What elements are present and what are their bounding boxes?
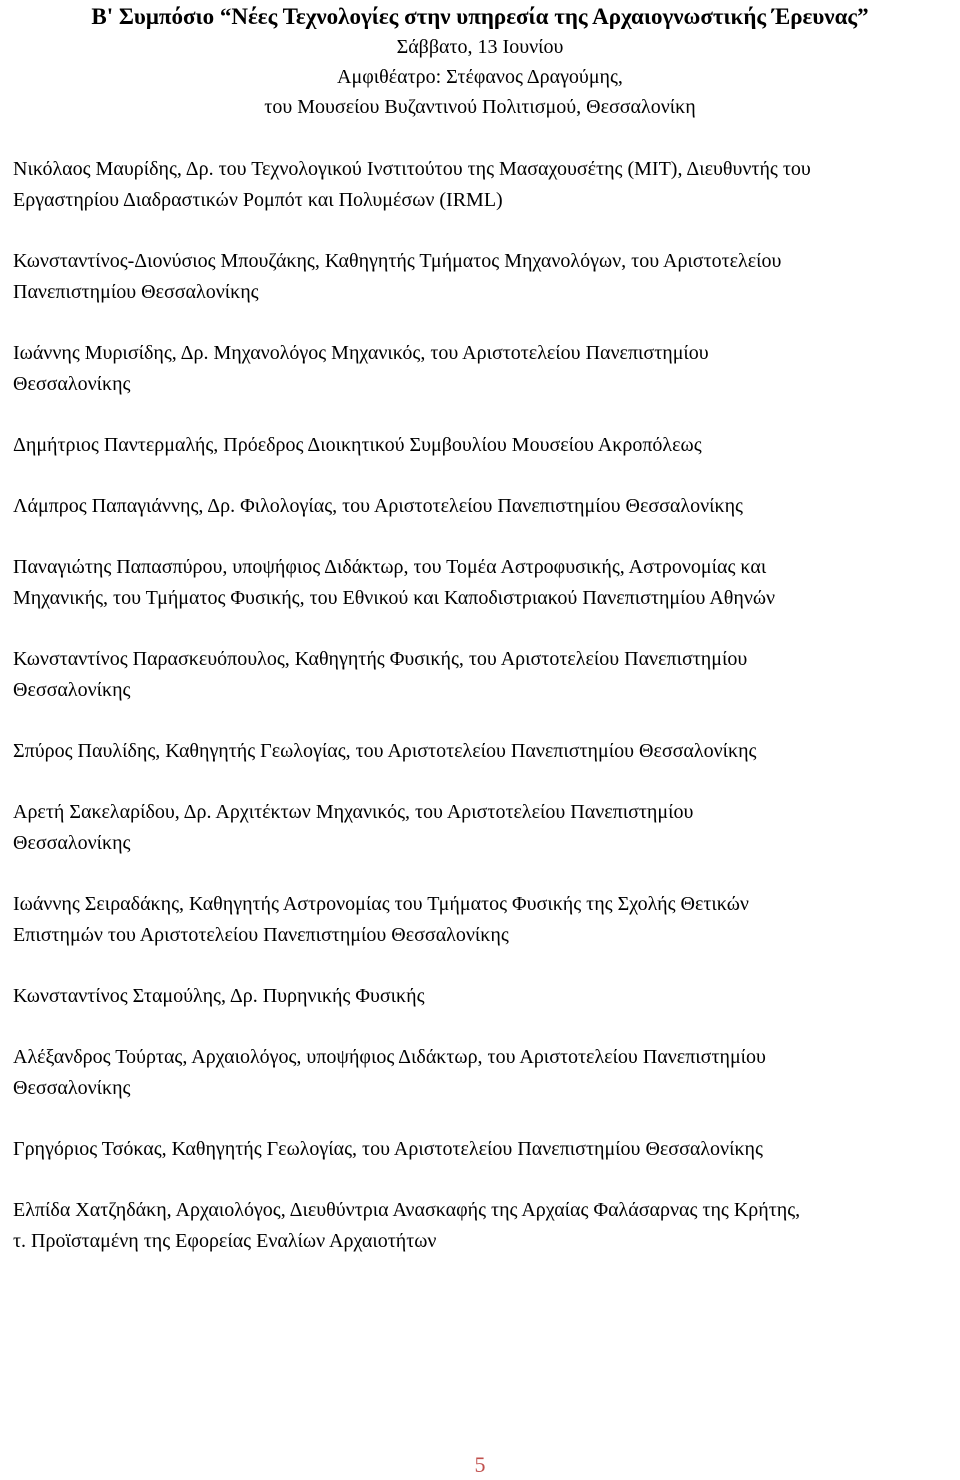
event-venue: Αμφιθέατρο: Στέφανος Δραγούμης,	[337, 66, 623, 88]
speaker-entry	[13, 1042, 953, 1104]
speaker-entry-line: Θεσσαλονίκης	[13, 373, 131, 395]
event-date: Σάββατο, 13 Ιουνίου	[396, 36, 564, 58]
speaker-entry	[13, 797, 953, 859]
speaker-entry-line: Αλέξανδρος Τούρτας, Αρχαιολόγος, υποψήφιος Διδάκτωρ, του Αριστοτελείου Πανεπιστημίου	[13, 1046, 766, 1068]
speaker-entry-line: Ιωάννης Μυρισίδης, Δρ. Μηχανολόγος Μηχανικός, του Αριστοτελείου Πανεπιστημίου	[13, 342, 709, 364]
speaker-entry-line: Γρηγόριος Τσόκας, Καθηγητής Γεωλογίας, του Αριστοτελείου Πανεπιστημίου Θεσσαλονίκης	[13, 1138, 763, 1160]
speaker-entry-line: Δημήτριος Παντερμαλής, Πρόεδρος Διοικητικού Συμβουλίου Μουσείου Ακροπόλεως	[13, 434, 702, 456]
speaker-entry-line: Εργαστηρίου Διαδραστικών Ρομπότ και Πολυμέσων (IRML)	[13, 189, 503, 211]
speaker-entry-line: Επιστημών του Αριστοτελείου Πανεπιστημίου Θεσσαλονίκης	[13, 924, 509, 946]
speaker-entry	[13, 1134, 953, 1165]
speaker-entry-line: Παναγιώτης Παπασπύρου, υποψήφιος Διδάκτωρ, του Τομέα Αστροφυσικής, Αστρονομίας και	[13, 556, 767, 578]
speaker-entry	[13, 491, 953, 522]
speaker-entry-line: Ελπίδα Χατζηδάκη, Αρχαιολόγος, Διευθύντρια Ανασκαφής της Αρχαίας Φαλάσαρνας της Κρήτης,	[13, 1199, 801, 1221]
speaker-entry-line: Θεσσαλονίκης	[13, 832, 131, 854]
speaker-entry-line: Μηχανικής, του Τμήματος Φυσικής, του Εθνικού και Καποδιστριακού Πανεπιστημίου Αθηνών	[13, 587, 776, 609]
speaker-entry-line: Αρετή Σακελαρίδου, Δρ. Αρχιτέκτων Μηχανικός, του Αριστοτελείου Πανεπιστημίου	[13, 801, 694, 823]
speaker-entry-line: Θεσσαλονίκης	[13, 1077, 131, 1099]
page-number: 5	[474, 1452, 486, 1477]
speaker-entry	[13, 736, 953, 767]
speaker-entry-line: Λάμπρος Παπαγιάννης, Δρ. Φιλολογίας, του Αριστοτελείου Πανεπιστημίου Θεσσαλονίκης	[13, 495, 743, 517]
event-location: του Μουσείου Βυζαντινού Πολιτισμού, Θεσσαλονίκη	[264, 96, 696, 118]
speaker-entry	[13, 430, 953, 461]
speaker-entry-line: τ. Προϊσταμένη της Εφορείας Εναλίων Αρχαιοτήτων	[13, 1230, 437, 1252]
speaker-entry-line: Θεσσαλονίκης	[13, 679, 131, 701]
speaker-entry	[13, 338, 953, 400]
speaker-entry	[13, 981, 953, 1012]
speakers-list	[13, 154, 953, 1287]
speaker-entry-line: Πανεπιστημίου Θεσσαλονίκης	[13, 281, 259, 303]
speaker-entry-line: Νικόλαος Μαυρίδης, Δρ. του Τεχνολογικού Ινστιτούτου της Μασαχουσέτης (ΜΙΤ), Διευθυντής του	[13, 158, 811, 180]
symposium-title: Β' Συμπόσιο “Νέες Τεχνολογίες στην υπηρεσία της Αρχαιογνωστικής Έρευνας”	[91, 4, 869, 29]
speaker-entry-line: Σπύρος Παυλίδης, Καθηγητής Γεωλογίας, του Αριστοτελείου Πανεπιστημίου Θεσσαλονίκης	[13, 740, 757, 762]
document-header	[0, 2, 960, 122]
speaker-entry	[13, 552, 953, 614]
speaker-entry-line: Κωνσταντίνος-Διονύσιος Μπουζάκης, Καθηγητής Τμήματος Μηχανολόγων, του Αριστοτελείου	[13, 250, 782, 272]
speaker-entry-line: Κωνσταντίνος Παρασκευόπουλος, Καθηγητής Φυσικής, του Αριστοτελείου Πανεπιστημίου	[13, 648, 748, 670]
speaker-entry-line: Κωνσταντίνος Σταμούλης, Δρ. Πυρηνικής Φυσικής	[13, 985, 425, 1007]
speaker-entry	[13, 154, 953, 216]
speaker-entry	[13, 246, 953, 308]
speaker-entry	[13, 644, 953, 706]
speaker-entry	[13, 1195, 953, 1257]
speaker-entry-line: Ιωάννης Σειραδάκης, Καθηγητής Αστρονομίας του Τμήματος Φυσικής της Σχολής Θετικών	[13, 893, 749, 915]
speaker-entry	[13, 889, 953, 951]
